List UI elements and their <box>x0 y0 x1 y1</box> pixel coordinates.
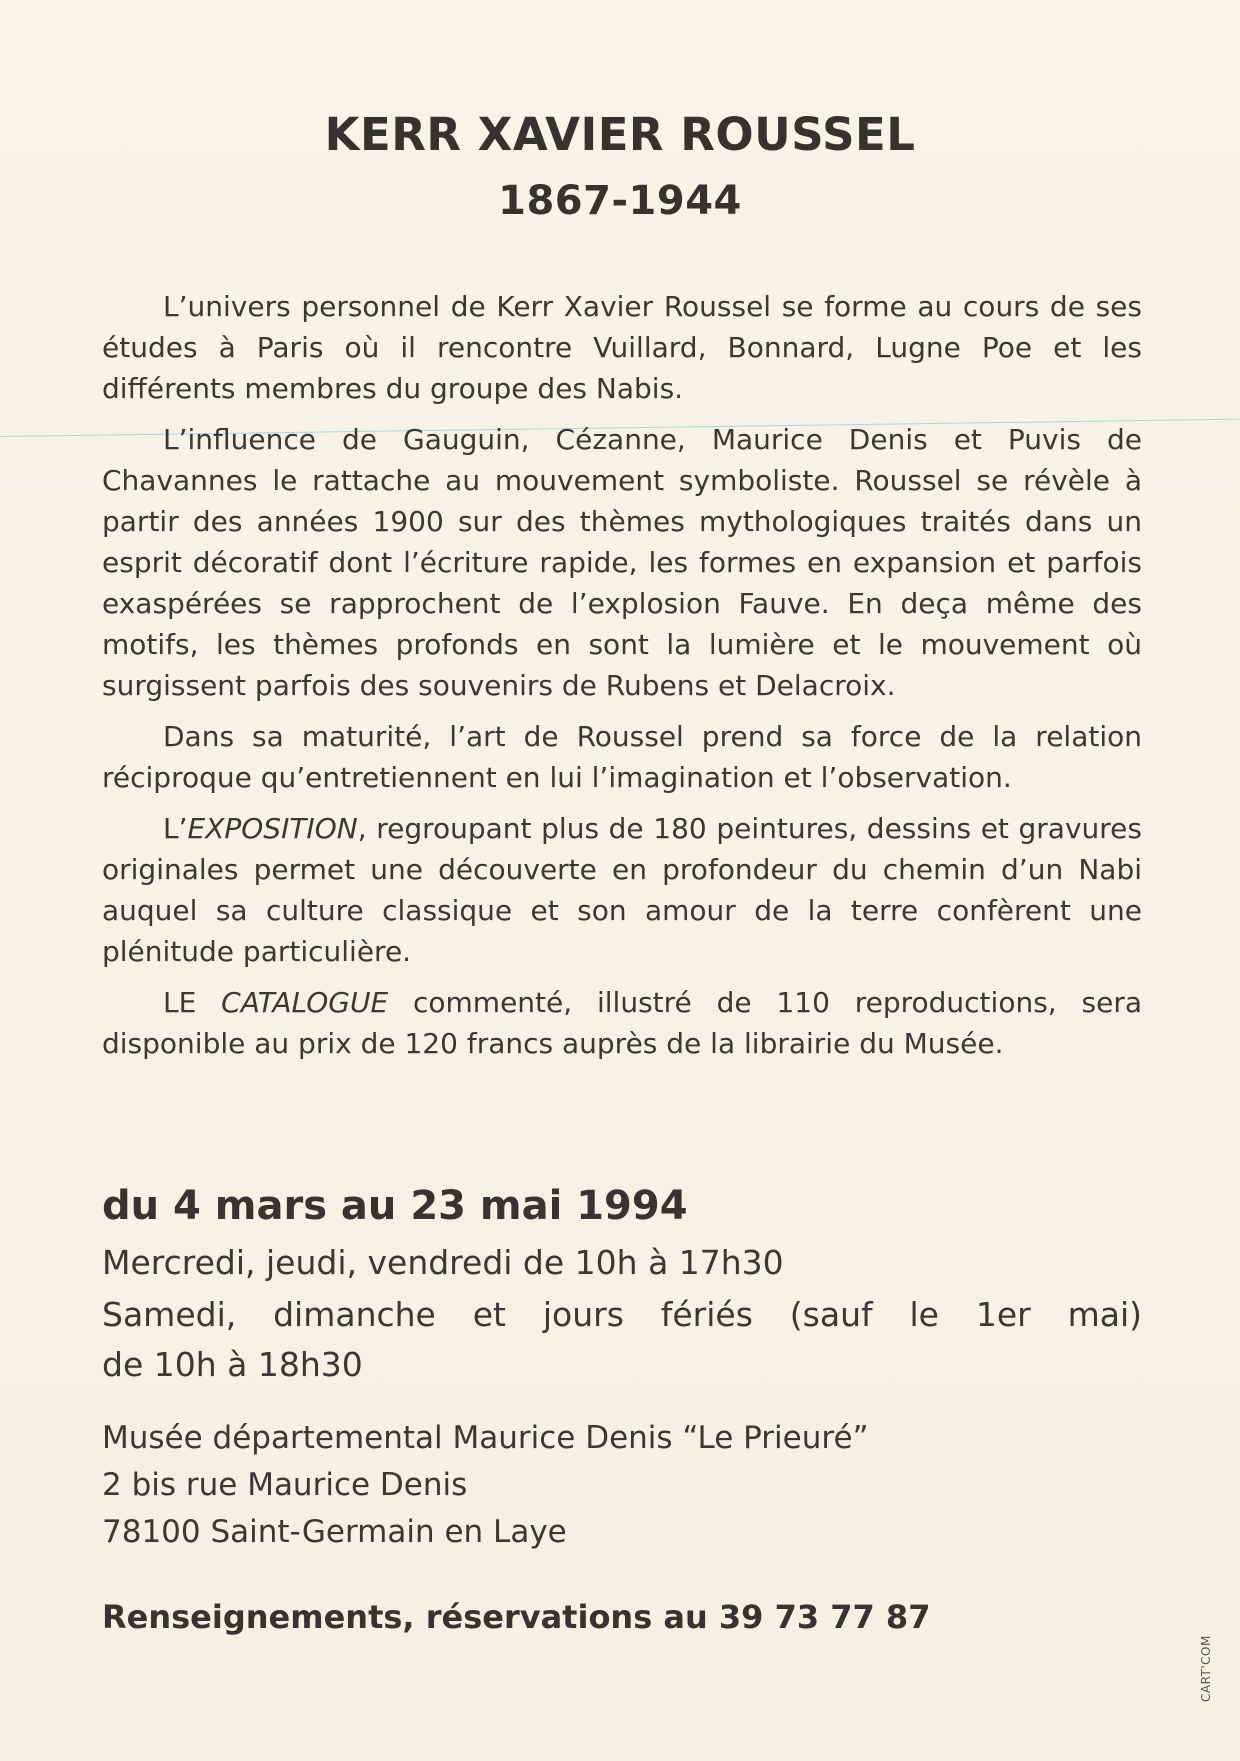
paragraph-catalogue <box>102 982 1142 1064</box>
city-address: 78100 Saint-Germain en Laye <box>102 1514 567 1550</box>
exhibition-text: , regroupant plus de 180 peintures, dessins et gravures originales permet une découverte en profondeur du chemin d’un Nabi auquel sa culture classique et son amour de la terre confèrent une plénitude particulière. <box>102 812 1142 968</box>
weekend-hours: de 10h à 18h30 <box>102 1345 363 1384</box>
catalogue-word: CATALOGUE <box>221 986 389 1019</box>
paragraph-exhibition <box>102 808 1142 972</box>
exhibition-dates: du 4 mars au 23 mai 1994 <box>102 1183 688 1229</box>
printer-credit: CART'COM <box>1199 1635 1213 1702</box>
artist-years: 1867-1944 <box>498 178 742 224</box>
street-address: 2 bis rue Maurice Denis <box>102 1467 468 1503</box>
museum-name: Musée départemental Maurice Denis “Le Prieuré” <box>102 1420 869 1456</box>
weekday-hours: Mercredi, jeudi, vendredi de 10h à 17h30 <box>102 1243 784 1282</box>
catalogue-text: commenté, illustré de 110 reproductions, sera disponible au prix de 120 francs auprès de la librairie du Musée. <box>102 986 1142 1060</box>
paragraph-influence: L’influence de Gauguin, Cézanne, Maurice Denis et Puvis de Chavannes le rattache au mouvement symboliste. Roussel se révèle à partir des années 1900 sur des thèmes mythologiques traités dans un esprit décoratif dont l’écriture rapide, les formes en expansion et parfois exaspérées se rapprochent de l’explosion Fauve. En deça même des motifs, les thèmes profonds en sont la lumière et le mouvement où surgissent parfois des souvenirs de Rubens et Delacroix. <box>102 423 1142 702</box>
description-body <box>102 286 1142 1074</box>
exhibition-word: EXPOSITION <box>187 812 358 845</box>
weekend-days: Samedi, dimanche et jours fériés (sauf le 1er mai) <box>102 1295 1142 1334</box>
paragraph-maturity: Dans sa maturité, l’art de Roussel prend sa force de la relation réciproque qu’entretiennent en lui l’imagination et l’observation. <box>102 720 1142 794</box>
artist-name-heading: KERR XAVIER ROUSSEL <box>324 108 916 161</box>
paragraph-intro: L’univers personnel de Kerr Xavier Roussel se forme au cours de ses études à Paris où il rencontre Vuillard, Bonnard, Lugne Poe et les différents membres du groupe des Nabis. <box>102 290 1142 405</box>
catalogue-prefix: LE <box>163 986 222 1019</box>
contact-line: Renseignements, réservations au 39 73 77 87 <box>102 1598 931 1636</box>
exhibition-prefix: L’ <box>163 812 188 845</box>
